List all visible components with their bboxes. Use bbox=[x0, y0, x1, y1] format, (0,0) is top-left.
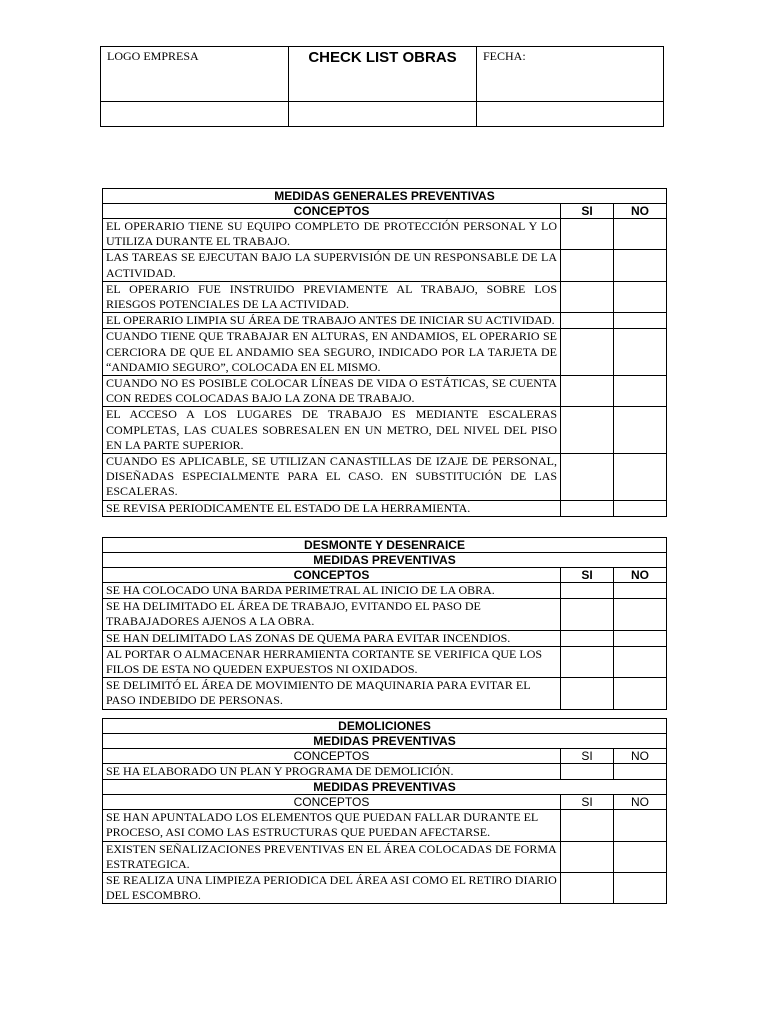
no-checkbox-cell[interactable] bbox=[614, 407, 667, 454]
si-checkbox-cell[interactable] bbox=[561, 329, 614, 376]
no-header: NO bbox=[614, 568, 667, 583]
si-checkbox-cell[interactable] bbox=[561, 376, 614, 407]
checklist-row bbox=[103, 599, 667, 630]
checklist-row bbox=[103, 250, 667, 281]
concept-text: EL OPERARIO TIENE SU EQUIPO COMPLETO DE PROTECCIÓN PERSONAL Y LO UTILIZA DURANTE EL TRABAJO. bbox=[103, 219, 561, 250]
concept-text: EL OPERARIO FUE INSTRUIDO PREVIAMENTE AL TRABAJO, SOBRE LOS RIESGOS POTENCIALES DE LA ACTIVIDAD. bbox=[103, 281, 561, 312]
si-header: SI bbox=[561, 795, 614, 810]
section-subtitle: MEDIDAS PREVENTIVAS bbox=[103, 780, 667, 795]
checklist-row bbox=[103, 454, 667, 501]
checklist-row bbox=[103, 313, 667, 329]
si-checkbox-cell[interactable] bbox=[561, 764, 614, 780]
concept-text: SE HA COLOCADO UNA BARDA PERIMETRAL AL INICIO DE LA OBRA. bbox=[103, 583, 561, 599]
checklist-row bbox=[103, 646, 667, 677]
concept-text: SE DELIMITÓ EL ÁREA DE MOVIMIENTO DE MAQUINARIA PARA EVITAR EL PASO INDEBIDO DE PERSONAS. bbox=[103, 678, 561, 709]
concept-text: SE HAN APUNTALADO LOS ELEMENTOS QUE PUEDAN FALLAR DURANTE EL PROCESO, ASI COMO LAS ESTRUCTURAS QUE PUEDAN AFECTARSE. bbox=[103, 810, 561, 841]
concept-text: CUANDO NO ES POSIBLE COLOCAR LÍNEAS DE VIDA O ESTÁTICAS, SE CUENTA CON REDES COLOCADAS BAJO LA ZONA DE TRABAJO. bbox=[103, 376, 561, 407]
no-checkbox-cell[interactable] bbox=[614, 500, 667, 516]
si-checkbox-cell[interactable] bbox=[561, 313, 614, 329]
checklist-row bbox=[103, 407, 667, 454]
logo-label: LOGO EMPRESA bbox=[107, 49, 199, 63]
checklist-row bbox=[103, 810, 667, 841]
checklist-row bbox=[103, 873, 667, 904]
title-cell bbox=[289, 47, 477, 102]
concept-text: SE HAN DELIMITADO LAS ZONAS DE QUEMA PARA EVITAR INCENDIOS. bbox=[103, 630, 561, 646]
section-subtitle: MEDIDAS PREVENTIVAS bbox=[103, 553, 667, 568]
logo-cell bbox=[101, 47, 289, 102]
si-checkbox-cell[interactable] bbox=[561, 407, 614, 454]
no-checkbox-cell[interactable] bbox=[614, 810, 667, 841]
no-header: NO bbox=[614, 204, 667, 219]
no-checkbox-cell[interactable] bbox=[614, 313, 667, 329]
no-checkbox-cell[interactable] bbox=[614, 250, 667, 281]
no-checkbox-cell[interactable] bbox=[614, 583, 667, 599]
si-checkbox-cell[interactable] bbox=[561, 873, 614, 904]
checklist-row bbox=[103, 281, 667, 312]
si-checkbox-cell[interactable] bbox=[561, 630, 614, 646]
no-checkbox-cell[interactable] bbox=[614, 281, 667, 312]
no-checkbox-cell[interactable] bbox=[614, 646, 667, 677]
checklist-row bbox=[103, 630, 667, 646]
si-checkbox-cell[interactable] bbox=[561, 599, 614, 630]
date-label: FECHA: bbox=[483, 49, 526, 63]
checklist-row bbox=[103, 678, 667, 709]
desmonte-table bbox=[102, 537, 667, 710]
no-checkbox-cell[interactable] bbox=[614, 841, 667, 872]
concept-text: EL ACCESO A LOS LUGARES DE TRABAJO ES MEDIANTE ESCALERAS COMPLETAS, LAS CUALES SOBRESALEN EN UN METRO, DEL NIVEL DEL PISO EN LA PARTE SUPERIOR. bbox=[103, 407, 561, 454]
date-cell[interactable] bbox=[477, 47, 664, 102]
no-header: NO bbox=[614, 795, 667, 810]
no-checkbox-cell[interactable] bbox=[614, 376, 667, 407]
concepts-header: CONCEPTOS bbox=[103, 568, 561, 583]
si-checkbox-cell[interactable] bbox=[561, 646, 614, 677]
checklist-row bbox=[103, 500, 667, 516]
no-checkbox-cell[interactable] bbox=[614, 764, 667, 780]
section-title: MEDIDAS GENERALES PREVENTIVAS bbox=[103, 189, 667, 204]
si-header: SI bbox=[561, 204, 614, 219]
section-title: DESMONTE Y DESENRAICE bbox=[103, 538, 667, 553]
concept-text: AL PORTAR O ALMACENAR HERRAMIENTA CORTANTE SE VERIFICA QUE LOS FILOS DE ESTA NO QUEDEN EXPUESTOS NI OXIDADOS. bbox=[103, 646, 561, 677]
checklist-row bbox=[103, 376, 667, 407]
si-checkbox-cell[interactable] bbox=[561, 281, 614, 312]
concept-text: SE HA DELIMITADO EL ÁREA DE TRABAJO, EVITANDO EL PASO DE TRABAJADORES AJENOS A LA OBRA. bbox=[103, 599, 561, 630]
section-subtitle: MEDIDAS PREVENTIVAS bbox=[103, 734, 667, 749]
date-value-cell[interactable] bbox=[477, 102, 664, 127]
no-checkbox-cell[interactable] bbox=[614, 219, 667, 250]
si-header: SI bbox=[561, 749, 614, 764]
concept-text: EL OPERARIO LIMPIA SU ÁREA DE TRABAJO ANTES DE INICIAR SU ACTIVIDAD. bbox=[103, 313, 561, 329]
si-checkbox-cell[interactable] bbox=[561, 219, 614, 250]
logo-value-cell[interactable] bbox=[101, 102, 289, 127]
concepts-header: CONCEPTOS bbox=[103, 795, 561, 810]
document-title: CHECK LIST OBRAS bbox=[308, 49, 457, 66]
title-value-cell[interactable] bbox=[289, 102, 477, 127]
si-checkbox-cell[interactable] bbox=[561, 454, 614, 501]
concept-text: EXISTEN SEÑALIZACIONES PREVENTIVAS EN EL ÁREA COLOCADAS DE FORMA ESTRATEGICA. bbox=[103, 841, 561, 872]
si-checkbox-cell[interactable] bbox=[561, 583, 614, 599]
no-checkbox-cell[interactable] bbox=[614, 678, 667, 709]
checklist-row bbox=[103, 764, 667, 780]
no-checkbox-cell[interactable] bbox=[614, 873, 667, 904]
concept-text: CUANDO ES APLICABLE, SE UTILIZAN CANASTILLAS DE IZAJE DE PERSONAL, DISEÑADAS ESPECIALMENTE PARA EL CASO. EN SUBSTITUCIÓN DE LAS ESCALERAS. bbox=[103, 454, 561, 501]
concept-text: SE REVISA PERIODICAMENTE EL ESTADO DE LA HERRAMIENTA. bbox=[103, 500, 561, 516]
si-checkbox-cell[interactable] bbox=[561, 250, 614, 281]
concept-text: CUANDO TIENE QUE TRABAJAR EN ALTURAS, EN ANDAMIOS, EL OPERARIO SE CERCIORA DE QUE EL ANDAMIO SEA SEGURO, INDICADO POR LA TARJETA DE “ANDAMIO SEGURO”, COLOCADA EN EL MISMO. bbox=[103, 329, 561, 376]
si-checkbox-cell[interactable] bbox=[561, 810, 614, 841]
no-checkbox-cell[interactable] bbox=[614, 630, 667, 646]
concept-text: SE REALIZA UNA LIMPIEZA PERIODICA DEL ÁREA ASI COMO EL RETIRO DIARIO DEL ESCOMBRO. bbox=[103, 873, 561, 904]
concepts-header: CONCEPTOS bbox=[103, 204, 561, 219]
concept-text: LAS TAREAS SE EJECUTAN BAJO LA SUPERVISIÓN DE UN RESPONSABLE DE LA ACTIVIDAD. bbox=[103, 250, 561, 281]
demoliciones-table bbox=[102, 718, 667, 904]
si-checkbox-cell[interactable] bbox=[561, 841, 614, 872]
checklist-row bbox=[103, 219, 667, 250]
section-title: DEMOLICIONES bbox=[103, 719, 667, 734]
general-measures-table bbox=[102, 188, 667, 517]
checklist-row bbox=[103, 329, 667, 376]
si-checkbox-cell[interactable] bbox=[561, 500, 614, 516]
concepts-header: CONCEPTOS bbox=[103, 749, 561, 764]
no-checkbox-cell[interactable] bbox=[614, 454, 667, 501]
checklist-row bbox=[103, 841, 667, 872]
checklist-row bbox=[103, 583, 667, 599]
no-header: NO bbox=[614, 749, 667, 764]
header-table bbox=[100, 46, 664, 127]
si-checkbox-cell[interactable] bbox=[561, 678, 614, 709]
si-header: SI bbox=[561, 568, 614, 583]
concept-text: SE HA ELABORADO UN PLAN Y PROGRAMA DE DEMOLICIÓN. bbox=[103, 764, 561, 780]
no-checkbox-cell[interactable] bbox=[614, 599, 667, 630]
no-checkbox-cell[interactable] bbox=[614, 329, 667, 376]
